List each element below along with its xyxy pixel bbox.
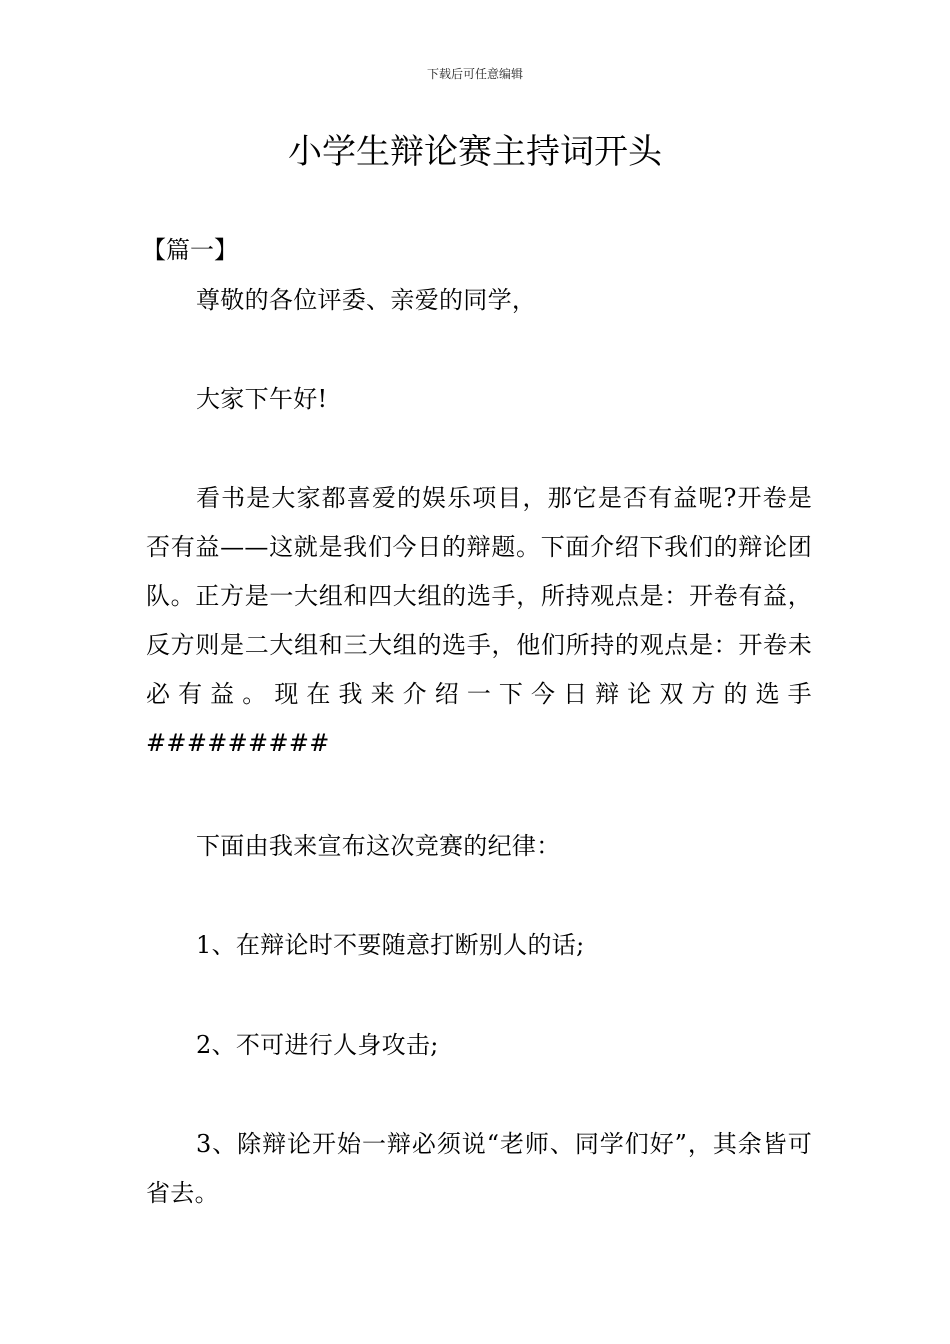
paragraph-rules-intro: 下面由我来宣布这次竞赛的纪律：: [196, 832, 561, 860]
document-title: 小学生辩论赛主持词开头: [288, 132, 662, 172]
paragraph-greeting: 尊敬的各位评委、亲爱的同学，: [196, 286, 537, 314]
section-label: 【篇一】: [142, 236, 238, 264]
paragraph-introduction: 看书是大家都喜爱的娱乐项目，那它是否有益呢?开卷是否有益——这就是我们今日的辩题。下面介绍下我们的辩论团队。正方是一大组和四大组的选手，所持观点是：开卷有益，反方则是二大组和三大组的选手，他们所持的观点是：开卷未必有益。现在我来介绍一下今日辩论双方的选手#########: [146, 484, 812, 757]
paragraph-good-afternoon: 大家下午好!: [196, 385, 328, 413]
paragraph-rule-2: 2、不可进行人身攻击;: [196, 1031, 439, 1059]
paragraph-rule-1: 1、在辩论时不要随意打断别人的话;: [196, 931, 585, 959]
paragraph-rule-3: 3、除辩论开始一辩必须说“老师、同学们好”，其余皆可省去。: [146, 1130, 812, 1207]
header-note: 下载后可任意编辑: [426, 67, 523, 81]
